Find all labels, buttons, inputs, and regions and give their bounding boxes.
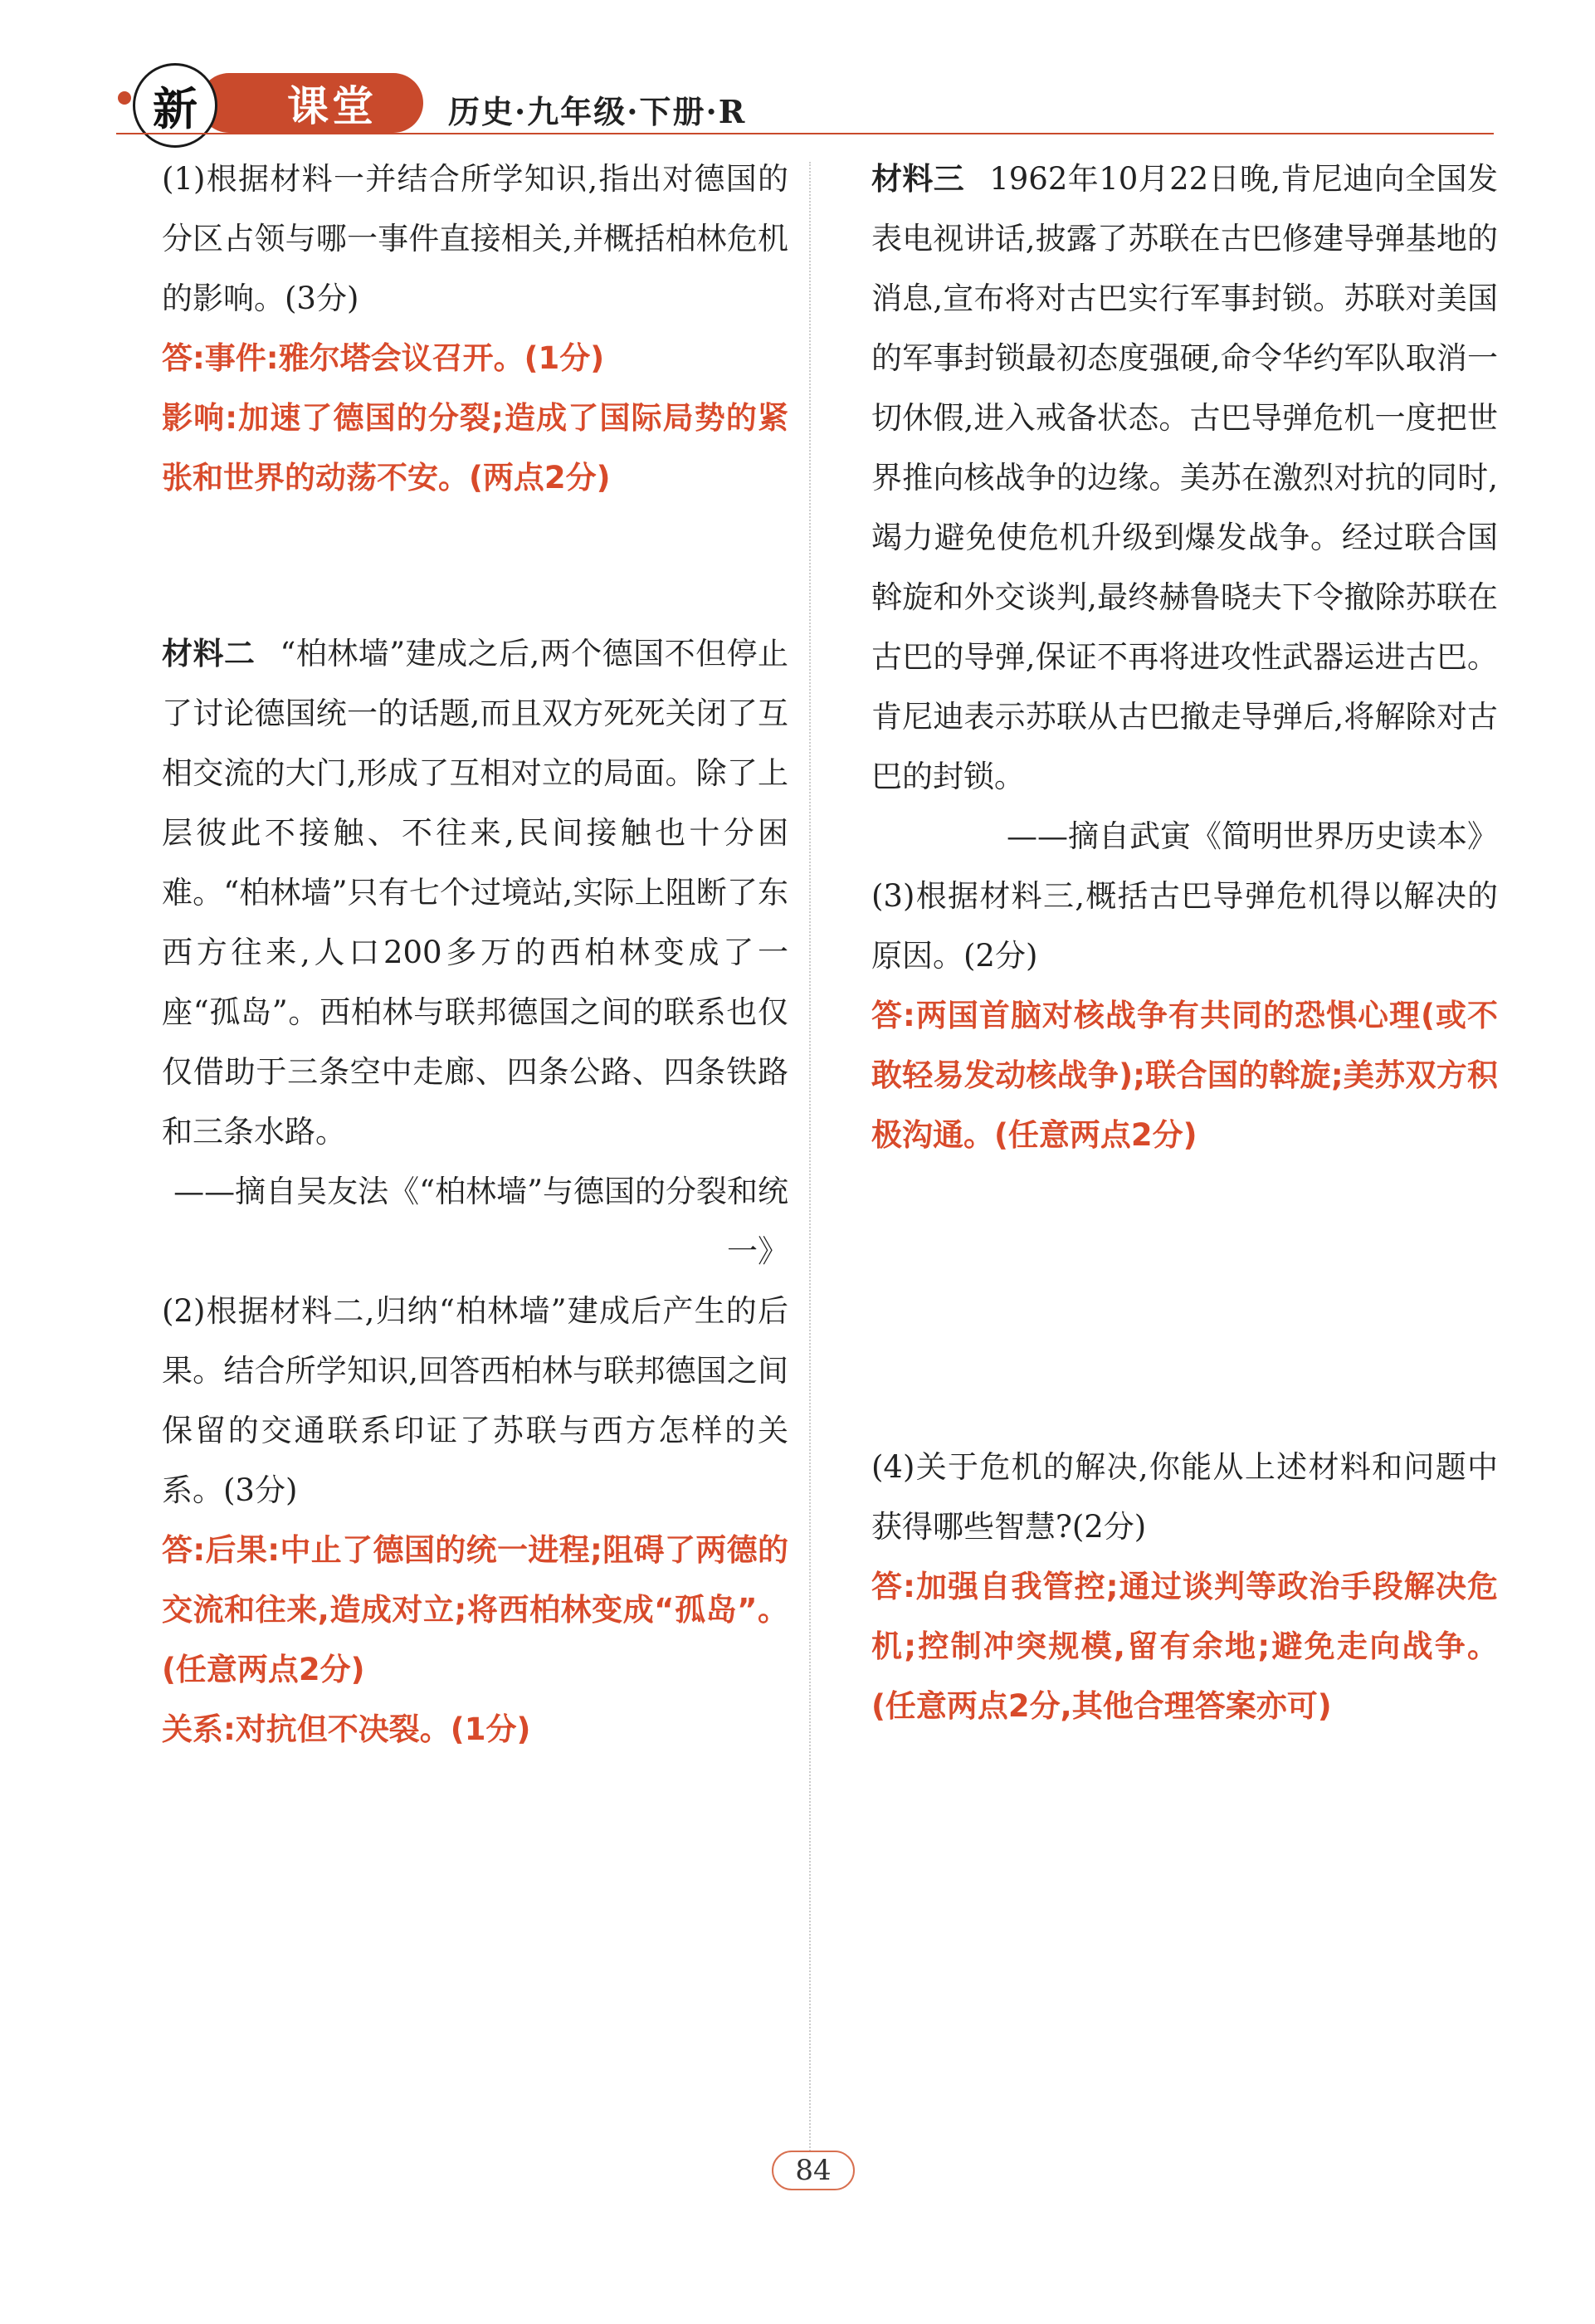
- question-1: (1)根据材料一并结合所学知识,指出对德国的分区占领与哪一事件直接相关,并概括柏林危机的影响。(3分): [162, 161, 788, 316]
- material-3-text: 1962年10月22日晚,肯尼迪向全国发表电视讲话,披露了苏联在古巴修建导弹基地的消息,宣布将对古巴实行军事封锁。苏联对美国的军事封锁最初态度强硬,命令华约军队取消一切休假,进入戒备状态。古巴导弹危机一度把世界推向核战争的边缘。美苏在激烈对抗的同时,竭力避免使危机升级到爆发战争。经过联合国斡旋和外交谈判,最终赫鲁晓夫下令撤除苏联在古巴的导弹,保证不再将进攻性武器运进古巴。肯尼迪表示苏联从古巴撤走导弹后,将解除对古巴的封锁。: [871, 161, 1498, 794]
- answer-1-impact: 影响:加速了德国的分裂;造成了国际局势的紧张和世界的动荡不安。(两点2分): [162, 400, 788, 496]
- logo-dot: [118, 91, 131, 105]
- answer-1-event: 答:事件:雅尔塔会议召开。(1分): [162, 340, 605, 376]
- question-2: (2)根据材料二,归纳“柏林墙”建成后产生的后果。结合所学知识,回答西柏林与联邦德国之间保留的交通联系印证了苏联与西方怎样的关系。(3分): [162, 1293, 788, 1508]
- question-4: (4)关于危机的解决,你能从上述材料和问题中获得哪些智慧?(2分): [871, 1449, 1498, 1545]
- material-3-label: 材料三: [871, 161, 965, 197]
- page-header: [116, 58, 1527, 149]
- header-rule: [116, 133, 1494, 134]
- subject-title: 历史·九年级·下册·R: [448, 93, 747, 130]
- page-number: [755, 2146, 871, 2195]
- material-2: [162, 624, 788, 1162]
- material-3-source: ——摘自武寅《简明世界历史读本》: [1007, 818, 1498, 854]
- answer-2-consequence: 答:后果:中止了德国的统一进程;阻碍了两德的交流和往来,造成对立;将西柏林变成“孤岛”。(任意两点2分): [162, 1532, 788, 1687]
- left-column: [162, 149, 788, 1760]
- right-column: [871, 149, 1498, 1736]
- page-number-badge: 84: [772, 2151, 854, 2190]
- material-2-label: 材料二: [162, 636, 256, 671]
- column-divider: [809, 162, 811, 2187]
- logo-xin: 新: [133, 63, 217, 148]
- answer-3: 答:两国首脑对核战争有共同的恐惧心理(或不敢轻易发动核战争);联合国的斡旋;美苏双方积极沟通。(任意两点2分): [871, 998, 1498, 1153]
- answer-4: 答:加强自我管控;通过谈判等政治手段解决危机;控制冲突规模,留有余地;避免走向战争。(任意两点2分,其他合理答案亦可): [871, 1569, 1498, 1724]
- logo-ketang: 课堂: [199, 73, 423, 133]
- material-2-source: ——摘自吴友法《“柏林墙”与德国的分裂和统一》: [173, 1174, 788, 1269]
- question-3: (3)根据材料三,概括古巴导弹危机得以解决的原因。(2分): [871, 878, 1498, 974]
- material-3: [871, 149, 1498, 807]
- answer-2-relation: 关系:对抗但不决裂。(1分): [162, 1711, 531, 1747]
- material-2-text: “柏林墙”建成之后,两个德国不但停止了讨论德国统一的话题,而且双方死死关闭了互相交流的大门,形成了互相对立的局面。除了上层彼此不接触、不往来,民间接触也十分困难。“柏林墙”只有七个过境站,实际上阻断了东西方往来,人口200多万的西柏林变成了一座“孤岛”。西柏林与联邦德国之间的联系也仅仅借助于三条空中走廊、四条公路、四条铁路和三条水路。: [162, 636, 789, 1150]
